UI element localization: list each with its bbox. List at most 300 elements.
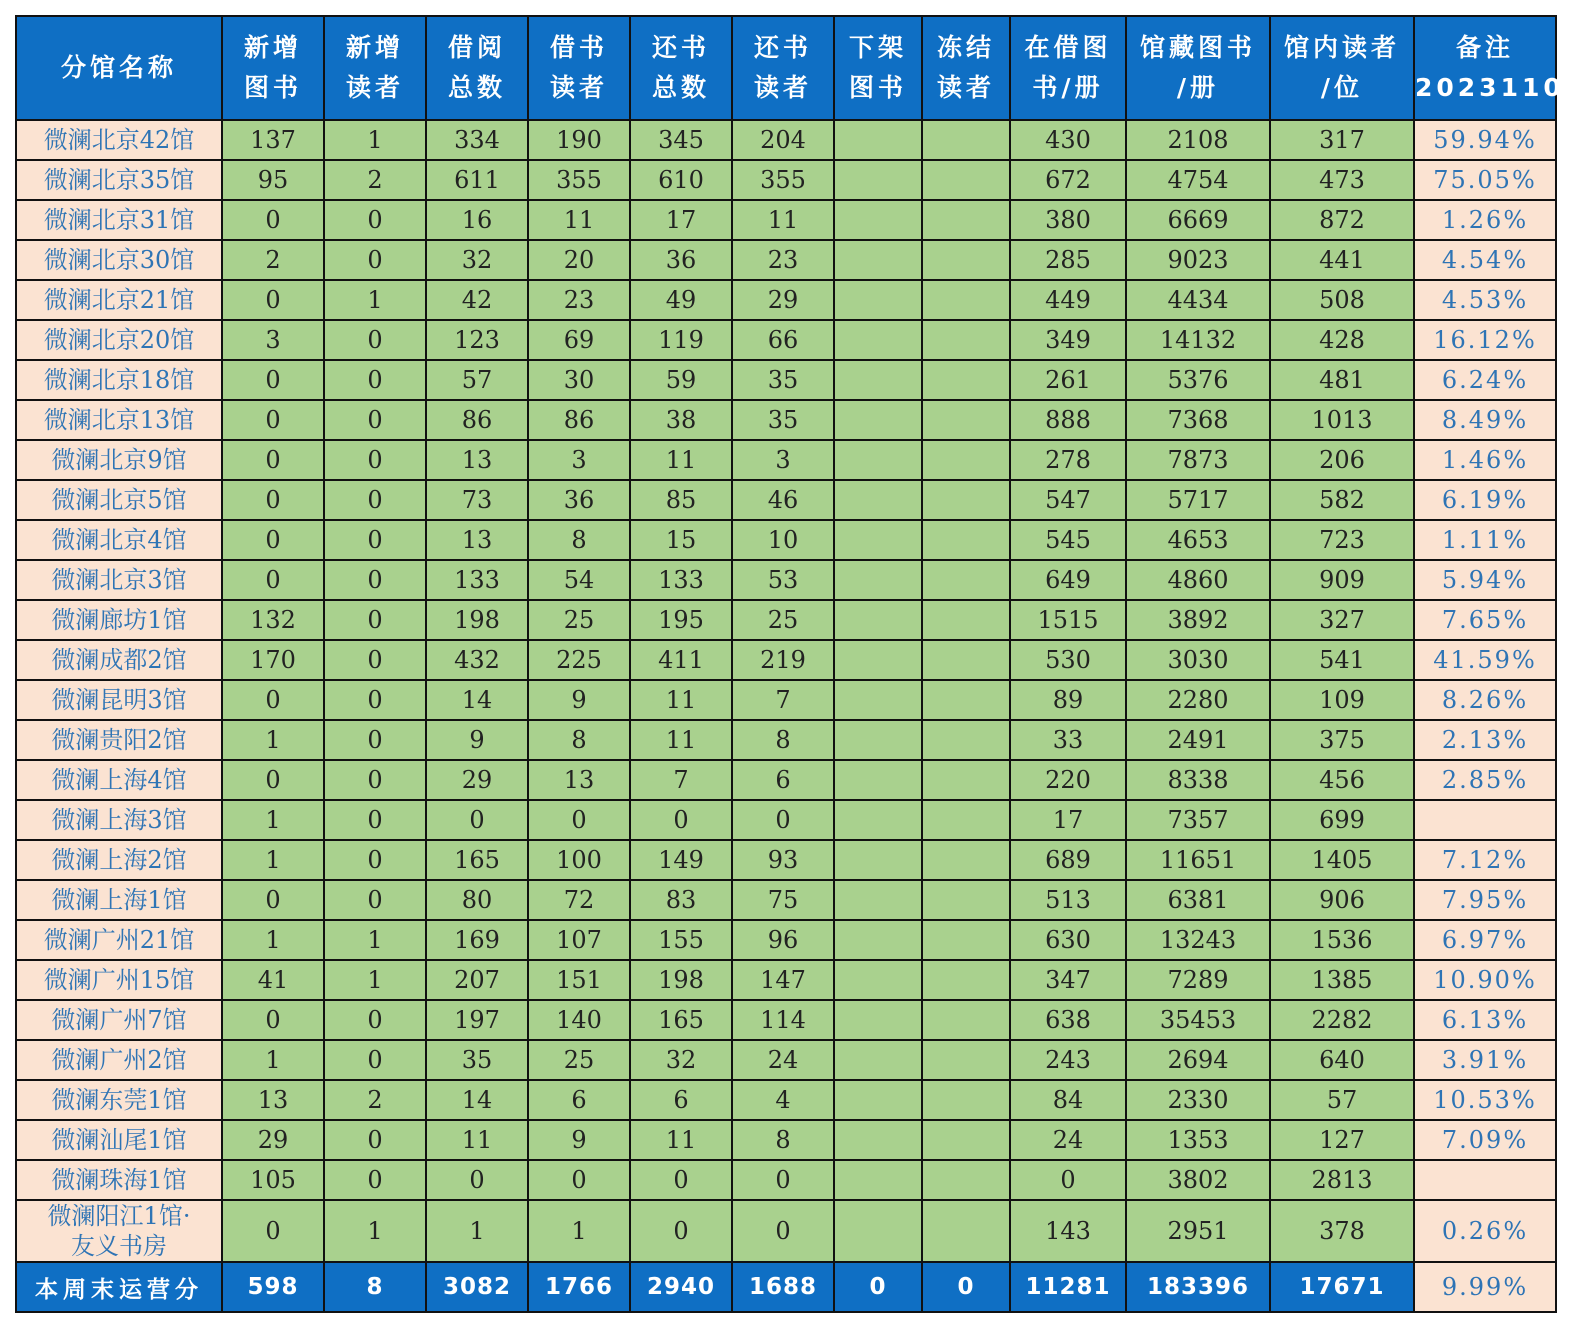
value-cell: [922, 800, 1010, 840]
table-row: [16, 1000, 1556, 1040]
value-cell: 53: [732, 560, 834, 600]
value-cell: 20: [528, 240, 630, 280]
column-header-line: 借阅: [447, 33, 506, 62]
value-cell: [922, 1160, 1010, 1200]
column-header: [528, 16, 630, 120]
value-cell: 0: [222, 400, 324, 440]
value-cell: 95: [222, 160, 324, 200]
note-cell: 16.12%: [1414, 320, 1556, 360]
value-cell: 8: [732, 1120, 834, 1160]
value-cell: 547: [1010, 480, 1126, 520]
note-cell: 7.09%: [1414, 1120, 1556, 1160]
value-cell: 1: [222, 800, 324, 840]
total-value-cell: 1688: [732, 1262, 834, 1312]
value-cell: [834, 1160, 922, 1200]
value-cell: 1: [528, 1200, 630, 1262]
value-cell: 73: [426, 480, 528, 520]
value-cell: 432: [426, 640, 528, 680]
value-cell: 225: [528, 640, 630, 680]
value-cell: 11: [630, 1120, 732, 1160]
branch-name-cell: 微澜北京13馆: [16, 400, 222, 440]
total-note-cell: 9.99%: [1414, 1262, 1556, 1312]
note-cell: 10.53%: [1414, 1080, 1556, 1120]
value-cell: 513: [1010, 880, 1126, 920]
value-cell: [834, 360, 922, 400]
value-cell: 530: [1010, 640, 1126, 680]
branch-name-cell: 微澜广州21馆: [16, 920, 222, 960]
value-cell: 36: [528, 480, 630, 520]
branch-name-cell: 微澜成都2馆: [16, 640, 222, 680]
branch-name-cell: 微澜北京35馆: [16, 160, 222, 200]
column-header-line: 20231108: [1415, 73, 1586, 102]
value-cell: 155: [630, 920, 732, 960]
value-cell: 0: [528, 800, 630, 840]
column-header-line: 读者: [753, 73, 812, 102]
value-cell: 545: [1010, 520, 1126, 560]
value-cell: 3: [528, 440, 630, 480]
note-cell: 6.24%: [1414, 360, 1556, 400]
value-cell: [834, 320, 922, 360]
value-cell: 36: [630, 240, 732, 280]
value-cell: 1385: [1270, 960, 1414, 1000]
value-cell: 449: [1010, 280, 1126, 320]
value-cell: 220: [1010, 760, 1126, 800]
value-cell: 0: [324, 400, 426, 440]
value-cell: 4754: [1126, 160, 1270, 200]
value-cell: 69: [528, 320, 630, 360]
value-cell: 1: [426, 1200, 528, 1262]
value-cell: 4434: [1126, 280, 1270, 320]
branch-name-cell: 微澜北京20馆: [16, 320, 222, 360]
value-cell: 456: [1270, 760, 1414, 800]
value-cell: 11: [426, 1120, 528, 1160]
value-cell: 0: [222, 480, 324, 520]
value-cell: [834, 680, 922, 720]
table-row: [16, 400, 1556, 440]
value-cell: 100: [528, 840, 630, 880]
value-cell: 1: [222, 720, 324, 760]
value-cell: 84: [1010, 1080, 1126, 1120]
value-cell: 8338: [1126, 760, 1270, 800]
branch-name-cell: 微澜汕尾1馆: [16, 1120, 222, 1160]
value-cell: 147: [732, 960, 834, 1000]
branch-name-cell: 微澜贵阳2馆: [16, 720, 222, 760]
value-cell: 42: [426, 280, 528, 320]
value-cell: 2: [222, 240, 324, 280]
note-cell: 4.53%: [1414, 280, 1556, 320]
note-cell: 6.97%: [1414, 920, 1556, 960]
note-cell: 7.95%: [1414, 880, 1556, 920]
branch-name-cell: 微澜昆明3馆: [16, 680, 222, 720]
value-cell: [834, 920, 922, 960]
value-cell: 1013: [1270, 400, 1414, 440]
value-cell: 6: [528, 1080, 630, 1120]
value-cell: 278: [1010, 440, 1126, 480]
table-row: [16, 1080, 1556, 1120]
value-cell: 1515: [1010, 600, 1126, 640]
value-cell: 1: [324, 1200, 426, 1262]
value-cell: 0: [222, 280, 324, 320]
value-cell: 0: [426, 1160, 528, 1200]
value-cell: 83: [630, 880, 732, 920]
table-row: [16, 960, 1556, 1000]
value-cell: 0: [732, 1200, 834, 1262]
value-cell: 1353: [1126, 1120, 1270, 1160]
value-cell: 54: [528, 560, 630, 600]
value-cell: 349: [1010, 320, 1126, 360]
note-cell: 2.13%: [1414, 720, 1556, 760]
value-cell: 9: [528, 680, 630, 720]
value-cell: 11651: [1126, 840, 1270, 880]
value-cell: 0: [222, 680, 324, 720]
value-cell: 2282: [1270, 1000, 1414, 1040]
value-cell: 7: [732, 680, 834, 720]
value-cell: 375: [1270, 720, 1414, 760]
value-cell: [922, 520, 1010, 560]
branch-name-cell: 微澜上海3馆: [16, 800, 222, 840]
note-cell: 8.26%: [1414, 680, 1556, 720]
value-cell: [922, 760, 1010, 800]
note-cell: 5.94%: [1414, 560, 1556, 600]
value-cell: [922, 360, 1010, 400]
value-cell: 5717: [1126, 480, 1270, 520]
note-cell: 59.94%: [1414, 120, 1556, 160]
value-cell: 7357: [1126, 800, 1270, 840]
value-cell: 140: [528, 1000, 630, 1040]
value-cell: [922, 680, 1010, 720]
value-cell: 198: [426, 600, 528, 640]
value-cell: 13: [222, 1080, 324, 1120]
value-cell: 5376: [1126, 360, 1270, 400]
note-cell: 7.65%: [1414, 600, 1556, 640]
value-cell: [834, 1080, 922, 1120]
value-cell: [834, 960, 922, 1000]
note-cell: 2.85%: [1414, 760, 1556, 800]
value-cell: 33: [1010, 720, 1126, 760]
branch-name-cell: 微澜广州7馆: [16, 1000, 222, 1040]
value-cell: 0: [324, 440, 426, 480]
value-cell: [834, 200, 922, 240]
note-cell: 6.13%: [1414, 1000, 1556, 1040]
value-cell: 2951: [1126, 1200, 1270, 1262]
branch-name-cell: 微澜北京5馆: [16, 480, 222, 520]
value-cell: [834, 1000, 922, 1040]
value-cell: 75: [732, 880, 834, 920]
value-cell: 49: [630, 280, 732, 320]
total-value-cell: 8: [324, 1262, 426, 1312]
column-header: [1126, 16, 1270, 120]
value-cell: 17: [1010, 800, 1126, 840]
value-cell: [834, 600, 922, 640]
note-cell: 4.54%: [1414, 240, 1556, 280]
value-cell: 0: [1010, 1160, 1126, 1200]
value-cell: 207: [426, 960, 528, 1000]
value-cell: [834, 280, 922, 320]
column-header-line: 冻结: [936, 33, 995, 62]
table-row: [16, 1200, 1556, 1262]
value-cell: 133: [630, 560, 732, 600]
value-cell: [922, 960, 1010, 1000]
value-cell: 0: [222, 1200, 324, 1262]
column-header-line: 在借图: [1024, 33, 1112, 62]
value-cell: [922, 280, 1010, 320]
value-cell: 143: [1010, 1200, 1126, 1262]
value-cell: 0: [324, 800, 426, 840]
value-cell: 80: [426, 880, 528, 920]
column-header: [1270, 16, 1414, 120]
value-cell: 29: [426, 760, 528, 800]
branch-name-cell: 微澜东莞1馆: [16, 1080, 222, 1120]
value-cell: 86: [426, 400, 528, 440]
value-cell: 0: [324, 680, 426, 720]
value-cell: 24: [732, 1040, 834, 1080]
value-cell: [922, 160, 1010, 200]
branch-name-cell: 微澜广州15馆: [16, 960, 222, 1000]
value-cell: 169: [426, 920, 528, 960]
value-cell: 8: [732, 720, 834, 760]
value-cell: [922, 1080, 1010, 1120]
value-cell: 0: [324, 840, 426, 880]
value-cell: 1: [222, 840, 324, 880]
note-cell: 10.90%: [1414, 960, 1556, 1000]
value-cell: [834, 400, 922, 440]
column-header-line: 分馆名称: [60, 53, 177, 82]
total-row: [16, 1262, 1556, 1312]
value-cell: [922, 920, 1010, 960]
table-row: [16, 320, 1556, 360]
value-cell: 206: [1270, 440, 1414, 480]
value-cell: 508: [1270, 280, 1414, 320]
note-cell: [1414, 800, 1556, 840]
value-cell: 3892: [1126, 600, 1270, 640]
column-header-line: 图书: [243, 73, 302, 102]
column-header: [630, 16, 732, 120]
value-cell: 109: [1270, 680, 1414, 720]
value-cell: 25: [528, 600, 630, 640]
value-cell: 198: [630, 960, 732, 1000]
value-cell: 25: [528, 1040, 630, 1080]
value-cell: 3030: [1126, 640, 1270, 680]
column-header-line: 新增: [345, 33, 404, 62]
value-cell: 1: [324, 920, 426, 960]
value-cell: 610: [630, 160, 732, 200]
value-cell: [834, 640, 922, 680]
table-row: [16, 800, 1556, 840]
total-value-cell: 2940: [630, 1262, 732, 1312]
value-cell: 11: [630, 440, 732, 480]
table-row: [16, 1040, 1556, 1080]
value-cell: [922, 840, 1010, 880]
value-cell: 4860: [1126, 560, 1270, 600]
table-row: [16, 280, 1556, 320]
table-row: [16, 1160, 1556, 1200]
note-cell: 6.19%: [1414, 480, 1556, 520]
value-cell: 57: [426, 360, 528, 400]
value-cell: 9: [528, 1120, 630, 1160]
value-cell: 1: [324, 960, 426, 1000]
value-cell: 0: [324, 560, 426, 600]
table-row: [16, 560, 1556, 600]
value-cell: 2280: [1126, 680, 1270, 720]
value-cell: 3802: [1126, 1160, 1270, 1200]
value-cell: 428: [1270, 320, 1414, 360]
value-cell: 86: [528, 400, 630, 440]
column-header: [1414, 16, 1586, 120]
value-cell: 0: [630, 1160, 732, 1200]
value-cell: 107: [528, 920, 630, 960]
value-cell: 41: [222, 960, 324, 1000]
value-cell: 285: [1010, 240, 1126, 280]
value-cell: 0: [426, 800, 528, 840]
table-row: [16, 600, 1556, 640]
value-cell: 481: [1270, 360, 1414, 400]
value-cell: 11: [630, 720, 732, 760]
value-cell: 10: [732, 520, 834, 560]
value-cell: 204: [732, 120, 834, 160]
note-cell: 3.91%: [1414, 1040, 1556, 1080]
total-value-cell: 0: [834, 1262, 922, 1312]
value-cell: [834, 120, 922, 160]
table-row: [16, 840, 1556, 880]
value-cell: 14132: [1126, 320, 1270, 360]
value-cell: 411: [630, 640, 732, 680]
value-cell: 0: [324, 760, 426, 800]
value-cell: 149: [630, 840, 732, 880]
value-cell: 630: [1010, 920, 1126, 960]
column-header-line: 备注: [1455, 33, 1514, 62]
value-cell: 11: [732, 200, 834, 240]
value-cell: 7: [630, 760, 732, 800]
value-cell: [834, 800, 922, 840]
column-header: [426, 16, 528, 120]
value-cell: 3: [732, 440, 834, 480]
value-cell: 327: [1270, 600, 1414, 640]
value-cell: 13: [426, 440, 528, 480]
value-cell: [834, 240, 922, 280]
value-cell: 0: [222, 200, 324, 240]
note-cell: 41.59%: [1414, 640, 1556, 680]
value-cell: 85: [630, 480, 732, 520]
value-cell: 0: [222, 880, 324, 920]
value-cell: 13: [426, 520, 528, 560]
value-cell: 30: [528, 360, 630, 400]
column-header-line: 还书: [651, 33, 710, 62]
branch-name-cell: 微澜北京31馆: [16, 200, 222, 240]
value-cell: 25: [732, 600, 834, 640]
column-header: [222, 16, 324, 120]
column-header-line: 读者: [936, 73, 995, 102]
value-cell: 0: [630, 1200, 732, 1262]
value-cell: 0: [528, 1160, 630, 1200]
value-cell: 9023: [1126, 240, 1270, 280]
total-value-cell: 0: [922, 1262, 1010, 1312]
value-cell: 8: [528, 720, 630, 760]
column-header: [1010, 16, 1126, 120]
table-row: [16, 1120, 1556, 1160]
column-header-line: 总数: [447, 73, 506, 102]
value-cell: [922, 1000, 1010, 1040]
branch-stats-table: [15, 15, 1586, 1313]
value-cell: 11: [528, 200, 630, 240]
value-cell: 6: [732, 760, 834, 800]
branch-name-cell: 微澜北京3馆: [16, 560, 222, 600]
value-cell: 133: [426, 560, 528, 600]
column-header-line: 书/册: [1032, 73, 1104, 102]
total-value-cell: 11281: [1010, 1262, 1126, 1312]
branch-name-cell: 微澜上海2馆: [16, 840, 222, 880]
value-cell: 243: [1010, 1040, 1126, 1080]
table-row: [16, 120, 1556, 160]
branch-name-cell: 微澜北京4馆: [16, 520, 222, 560]
table-row: [16, 920, 1556, 960]
value-cell: 46: [732, 480, 834, 520]
table-row: [16, 680, 1556, 720]
value-cell: 0: [222, 560, 324, 600]
value-cell: 15: [630, 520, 732, 560]
value-cell: [922, 320, 1010, 360]
column-header: [834, 16, 922, 120]
value-cell: 4: [732, 1080, 834, 1120]
value-cell: 2: [324, 1080, 426, 1120]
column-header-line: 图书: [848, 73, 907, 102]
value-cell: 2: [324, 160, 426, 200]
value-cell: [922, 1200, 1010, 1262]
column-header-line: 新增: [243, 33, 302, 62]
value-cell: 195: [630, 600, 732, 640]
column-header-line: 借书: [549, 33, 608, 62]
value-cell: 24: [1010, 1120, 1126, 1160]
value-cell: 0: [324, 640, 426, 680]
total-value-cell: 3082: [426, 1262, 528, 1312]
value-cell: 1: [324, 120, 426, 160]
value-cell: 872: [1270, 200, 1414, 240]
value-cell: 672: [1010, 160, 1126, 200]
column-header-line: 还书: [753, 33, 812, 62]
total-value-cell: 183396: [1126, 1262, 1270, 1312]
table-body: [16, 120, 1556, 1262]
value-cell: 0: [324, 520, 426, 560]
value-cell: 89: [1010, 680, 1126, 720]
value-cell: 165: [630, 1000, 732, 1040]
value-cell: 2491: [1126, 720, 1270, 760]
note-cell: 0.26%: [1414, 1200, 1556, 1262]
table-row: [16, 720, 1556, 760]
table-row: [16, 760, 1556, 800]
value-cell: [922, 1040, 1010, 1080]
note-cell: 7.12%: [1414, 840, 1556, 880]
value-cell: 0: [222, 360, 324, 400]
value-cell: 8: [528, 520, 630, 560]
value-cell: 0: [324, 360, 426, 400]
value-cell: 2330: [1126, 1080, 1270, 1120]
value-cell: 7873: [1126, 440, 1270, 480]
value-cell: 906: [1270, 880, 1414, 920]
branch-name-cell: 微澜上海4馆: [16, 760, 222, 800]
value-cell: 190: [528, 120, 630, 160]
value-cell: 345: [630, 120, 732, 160]
value-cell: 7368: [1126, 400, 1270, 440]
value-cell: [834, 760, 922, 800]
value-cell: 0: [324, 320, 426, 360]
value-cell: 909: [1270, 560, 1414, 600]
column-header: [732, 16, 834, 120]
value-cell: 17: [630, 200, 732, 240]
value-cell: 888: [1010, 400, 1126, 440]
value-cell: [922, 200, 1010, 240]
value-cell: 0: [324, 1000, 426, 1040]
value-cell: 0: [324, 200, 426, 240]
value-cell: 0: [630, 800, 732, 840]
